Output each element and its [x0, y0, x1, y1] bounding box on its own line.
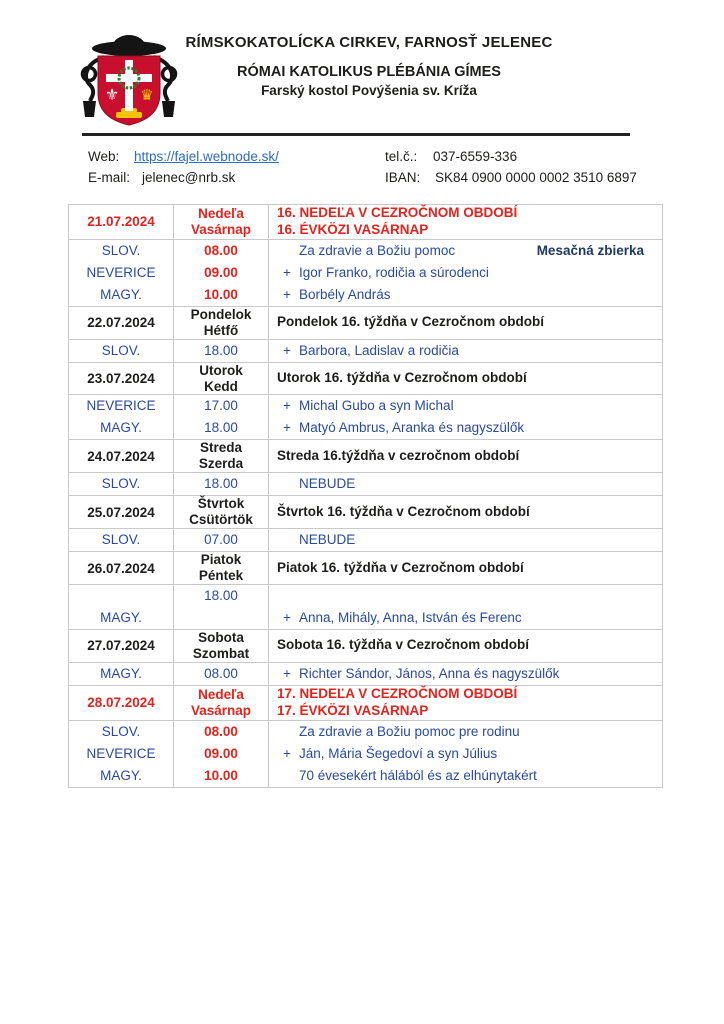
mass-intention: Matyó Ambrus, Aranka és nagyszülők	[299, 420, 525, 436]
day-name-sk: Sobota	[198, 629, 244, 645]
plus-sign	[275, 585, 299, 607]
feast-title-line: 16. ÉVKÖZI VASÁRNAP	[277, 221, 429, 237]
feast-title-line: Piatok 16. týždňa v Cezročnom období	[277, 559, 524, 575]
intention-cell	[269, 395, 663, 440]
email-label: E-mail:	[88, 170, 131, 185]
intention-cell	[269, 720, 663, 787]
day-name-sk: Streda	[199, 440, 243, 456]
plus-sign	[275, 765, 299, 787]
iban-value: SK84 0900 0000 0002 3510 6897	[435, 170, 637, 185]
schedule-day-row	[69, 685, 663, 720]
time-cell	[174, 662, 269, 685]
location-cell	[69, 395, 174, 440]
mass-intention: Ján, Mária Šegedoví a syn Július	[299, 745, 498, 761]
mass-intention-line	[275, 262, 656, 284]
feast-title-line: Sobota 16. týždňa v Cezročnom období	[277, 637, 530, 653]
mass-location: MAGY.	[100, 767, 142, 783]
mass-time: 10.00	[204, 767, 238, 783]
mass-intention-line	[275, 721, 656, 743]
mass-location: NEVERICE	[86, 264, 156, 280]
schedule-mass-row	[69, 339, 663, 362]
web-label: Web:	[88, 149, 120, 164]
schedule-mass-row	[69, 720, 663, 787]
website-link[interactable]: https://fajel.webnode.sk/	[134, 149, 279, 164]
mass-location: SLOV.	[101, 242, 141, 258]
mass-location: MAGY.	[100, 286, 142, 302]
mass-time: 18.00	[204, 587, 238, 603]
mass-intention-line	[275, 765, 656, 787]
mass-time: 18.00	[204, 342, 238, 358]
plus-sign	[275, 473, 299, 495]
mass-intention: Za zdravie a Božiu pomoc pre rodinu	[299, 723, 520, 739]
day-name-cell	[174, 205, 269, 240]
iban-label: IBAN:	[385, 170, 421, 185]
day-name-sk: Nedeľa	[198, 205, 244, 221]
plus-sign	[275, 529, 299, 551]
mass-intention-line	[275, 395, 656, 417]
day-name-hu: Péntek	[198, 568, 244, 584]
day-name-hu: Szerda	[198, 456, 244, 472]
letterhead	[0, 0, 724, 133]
day-name-cell	[174, 440, 269, 473]
mass-location: NEVERICE	[86, 398, 156, 414]
mass-time	[174, 607, 268, 629]
email-line	[88, 167, 385, 188]
mass-intention-line	[275, 473, 656, 495]
day-name-sk: Pondelok	[190, 306, 252, 322]
feast-title-cell	[269, 685, 663, 720]
feast-title-cell	[269, 440, 663, 473]
mass-location: SLOV.	[101, 342, 141, 358]
feast-title-line: 17. NEDEĽA V CEZROČNOM OBDOBÍ	[277, 685, 518, 701]
schedule-day-row	[69, 440, 663, 473]
plus-sign: +	[283, 264, 291, 280]
feast-title-cell	[269, 629, 663, 662]
mass-intention: NEBUDE	[299, 476, 356, 492]
mass-time: 18.00	[204, 420, 238, 436]
tel-label: tel.č.:	[385, 149, 418, 164]
feast-title-cell	[269, 552, 663, 585]
date-cell: 23.07.2024	[69, 362, 174, 395]
day-name-hu: Szombat	[192, 645, 250, 661]
intention-cell	[269, 584, 663, 629]
mass-time: 09.00	[204, 264, 238, 280]
time-cell	[174, 473, 269, 496]
date-cell: 26.07.2024	[69, 552, 174, 585]
plus-sign: +	[283, 745, 291, 761]
day-name-sk: Nedeľa	[198, 686, 244, 702]
location-cell	[69, 473, 174, 496]
feast-title-line: Streda 16.týždňa v cezročnom období	[277, 447, 520, 463]
mass-intention-line	[275, 743, 656, 765]
tel-line	[385, 146, 637, 167]
church-name: Farský kostol Povýšenia sv. Kríža	[261, 83, 477, 98]
feast-title-line: Pondelok 16. týždňa v Cezročnom období	[277, 314, 545, 330]
day-name-cell	[174, 496, 269, 529]
mass-location: MAGY.	[100, 609, 142, 625]
location-cell	[69, 239, 174, 306]
schedule-day-row	[69, 496, 663, 529]
plus-sign	[275, 240, 299, 262]
day-name-cell	[174, 552, 269, 585]
intention-cell	[269, 662, 663, 685]
svg-text:⚜: ⚜	[104, 85, 120, 104]
feast-title-line: Utorok 16. týždňa v Cezročnom období	[277, 370, 527, 386]
mass-intention: Anna, Mihály, Anna, István és Ferenc	[299, 609, 522, 625]
feast-title-cell	[269, 306, 663, 339]
mass-intention-line	[275, 240, 656, 262]
plus-sign: +	[283, 286, 291, 302]
mass-location: NEVERICE	[86, 745, 156, 761]
svg-text:♛: ♛	[140, 86, 154, 104]
intention-cell	[269, 473, 663, 496]
feast-title-line: 17. ÉVKÖZI VASÁRNAP	[277, 702, 429, 718]
parish-crest-icon	[74, 26, 184, 128]
mass-location: SLOV.	[101, 532, 141, 548]
mass-intention: NEBUDE	[299, 532, 356, 548]
header-divider	[82, 133, 630, 136]
schedule-mass-row	[69, 239, 663, 306]
schedule-mass-row	[69, 395, 663, 440]
date-cell: 28.07.2024	[69, 685, 174, 720]
mass-time: 09.00	[204, 745, 238, 761]
day-name-cell	[174, 362, 269, 395]
location-cell	[69, 529, 174, 552]
schedule-mass-row	[69, 473, 663, 496]
mass-intention-line	[275, 417, 656, 439]
feast-title-line: 16. NEDEĽA V CEZROČNOM OBDOBÍ	[277, 205, 518, 220]
plus-sign	[275, 721, 299, 743]
time-cell	[174, 339, 269, 362]
schedule-mass-row	[69, 529, 663, 552]
mass-location: MAGY.	[100, 420, 142, 436]
org-name-hu: RÓMAI KATOLIKUS PLÉBÁNIA GÍMES	[237, 64, 501, 80]
day-name-hu: Hétfő	[203, 322, 239, 338]
org-name-sk: RÍMSKOKATOLÍCKA CIRKEV, FARNOSŤ JELENEC	[185, 34, 553, 51]
time-cell	[174, 395, 269, 440]
mass-intention: Borbély András	[299, 286, 391, 302]
day-name-cell	[174, 685, 269, 720]
mass-time: 10.00	[204, 286, 238, 302]
day-name-sk: Štvrtok	[197, 496, 245, 512]
schedule-day-row	[69, 306, 663, 339]
time-cell	[174, 529, 269, 552]
mass-location: MAGY.	[100, 665, 142, 681]
plus-sign: +	[283, 398, 291, 414]
iban-line	[385, 167, 637, 188]
location-cell	[69, 339, 174, 362]
contact-info	[88, 146, 724, 188]
mass-time: 18.00	[204, 476, 238, 492]
plus-sign: +	[283, 342, 291, 358]
mass-intention-line	[275, 585, 656, 607]
mass-intention: 70 évesekért hálából és az elhúnytakért	[299, 767, 537, 783]
day-name-cell	[174, 306, 269, 339]
letterhead-text	[183, 34, 555, 98]
intention-cell	[269, 239, 663, 306]
date-cell: 22.07.2024	[69, 306, 174, 339]
schedule-body	[69, 205, 663, 788]
plus-sign: +	[283, 420, 291, 436]
day-name-hu: Vasárnap	[190, 221, 252, 237]
mass-intention: Barbora, Ladislav a rodičia	[299, 342, 459, 358]
date-cell: 25.07.2024	[69, 496, 174, 529]
collection-note: Mesačná zbierka	[536, 242, 644, 258]
schedule-day-row	[69, 205, 663, 240]
mass-intention-line	[275, 663, 656, 685]
feast-title-cell	[269, 362, 663, 395]
feast-title-cell	[269, 496, 663, 529]
location-cell	[69, 584, 174, 629]
mass-intention: Michal Gubo a syn Michal	[299, 398, 454, 414]
day-name-sk: Piatok	[200, 552, 242, 568]
intention-cell	[269, 529, 663, 552]
plus-sign: +	[283, 609, 291, 625]
mass-time: 08.00	[204, 723, 238, 739]
schedule-mass-row	[69, 662, 663, 685]
mass-intention-line	[275, 529, 656, 551]
schedule-mass-row	[69, 584, 663, 629]
mass-time: 08.00	[204, 665, 238, 681]
date-cell: 24.07.2024	[69, 440, 174, 473]
mass-location	[69, 585, 173, 607]
time-cell	[174, 239, 269, 306]
mass-location: SLOV.	[101, 476, 141, 492]
mass-intention	[299, 585, 303, 607]
schedule-day-row	[69, 552, 663, 585]
time-cell	[174, 584, 269, 629]
mass-location: SLOV.	[101, 723, 141, 739]
date-cell: 27.07.2024	[69, 629, 174, 662]
mass-time: 17.00	[204, 398, 238, 414]
schedule-table	[68, 204, 663, 788]
intention-cell	[269, 339, 663, 362]
day-name-sk: Utorok	[199, 362, 243, 378]
day-name-hu: Csütörtök	[189, 512, 253, 528]
feast-title-line: Štvrtok 16. týždňa v Cezročnom období	[277, 503, 530, 519]
day-name-hu: Kedd	[204, 378, 238, 394]
contact-left-column	[88, 146, 385, 188]
mass-time: 08.00	[204, 242, 238, 258]
mass-intention: Igor Franko, rodičia a súrodenci	[299, 264, 489, 280]
schedule-day-row	[69, 362, 663, 395]
time-cell	[174, 720, 269, 787]
mass-intention-line	[275, 340, 656, 362]
day-name-cell	[174, 629, 269, 662]
day-name-hu: Vasárnap	[190, 702, 252, 718]
email-value: jelenec@nrb.sk	[142, 170, 236, 185]
mass-time: 07.00	[204, 532, 238, 548]
mass-intention-line	[275, 607, 656, 629]
mass-intention-line	[275, 284, 656, 306]
mass-intention: Za zdravie a Božiu pomoc	[299, 242, 456, 258]
contact-right-column	[385, 146, 637, 188]
web-line	[88, 146, 385, 167]
date-cell: 21.07.2024	[69, 205, 174, 240]
location-cell	[69, 662, 174, 685]
schedule-day-row	[69, 629, 663, 662]
tel-value: 037-6559-336	[433, 149, 518, 164]
feast-title-cell	[269, 205, 663, 240]
plus-sign: +	[283, 665, 291, 681]
location-cell	[69, 720, 174, 787]
mass-intention: Richter Sándor, János, Anna és nagyszülők	[299, 665, 560, 681]
